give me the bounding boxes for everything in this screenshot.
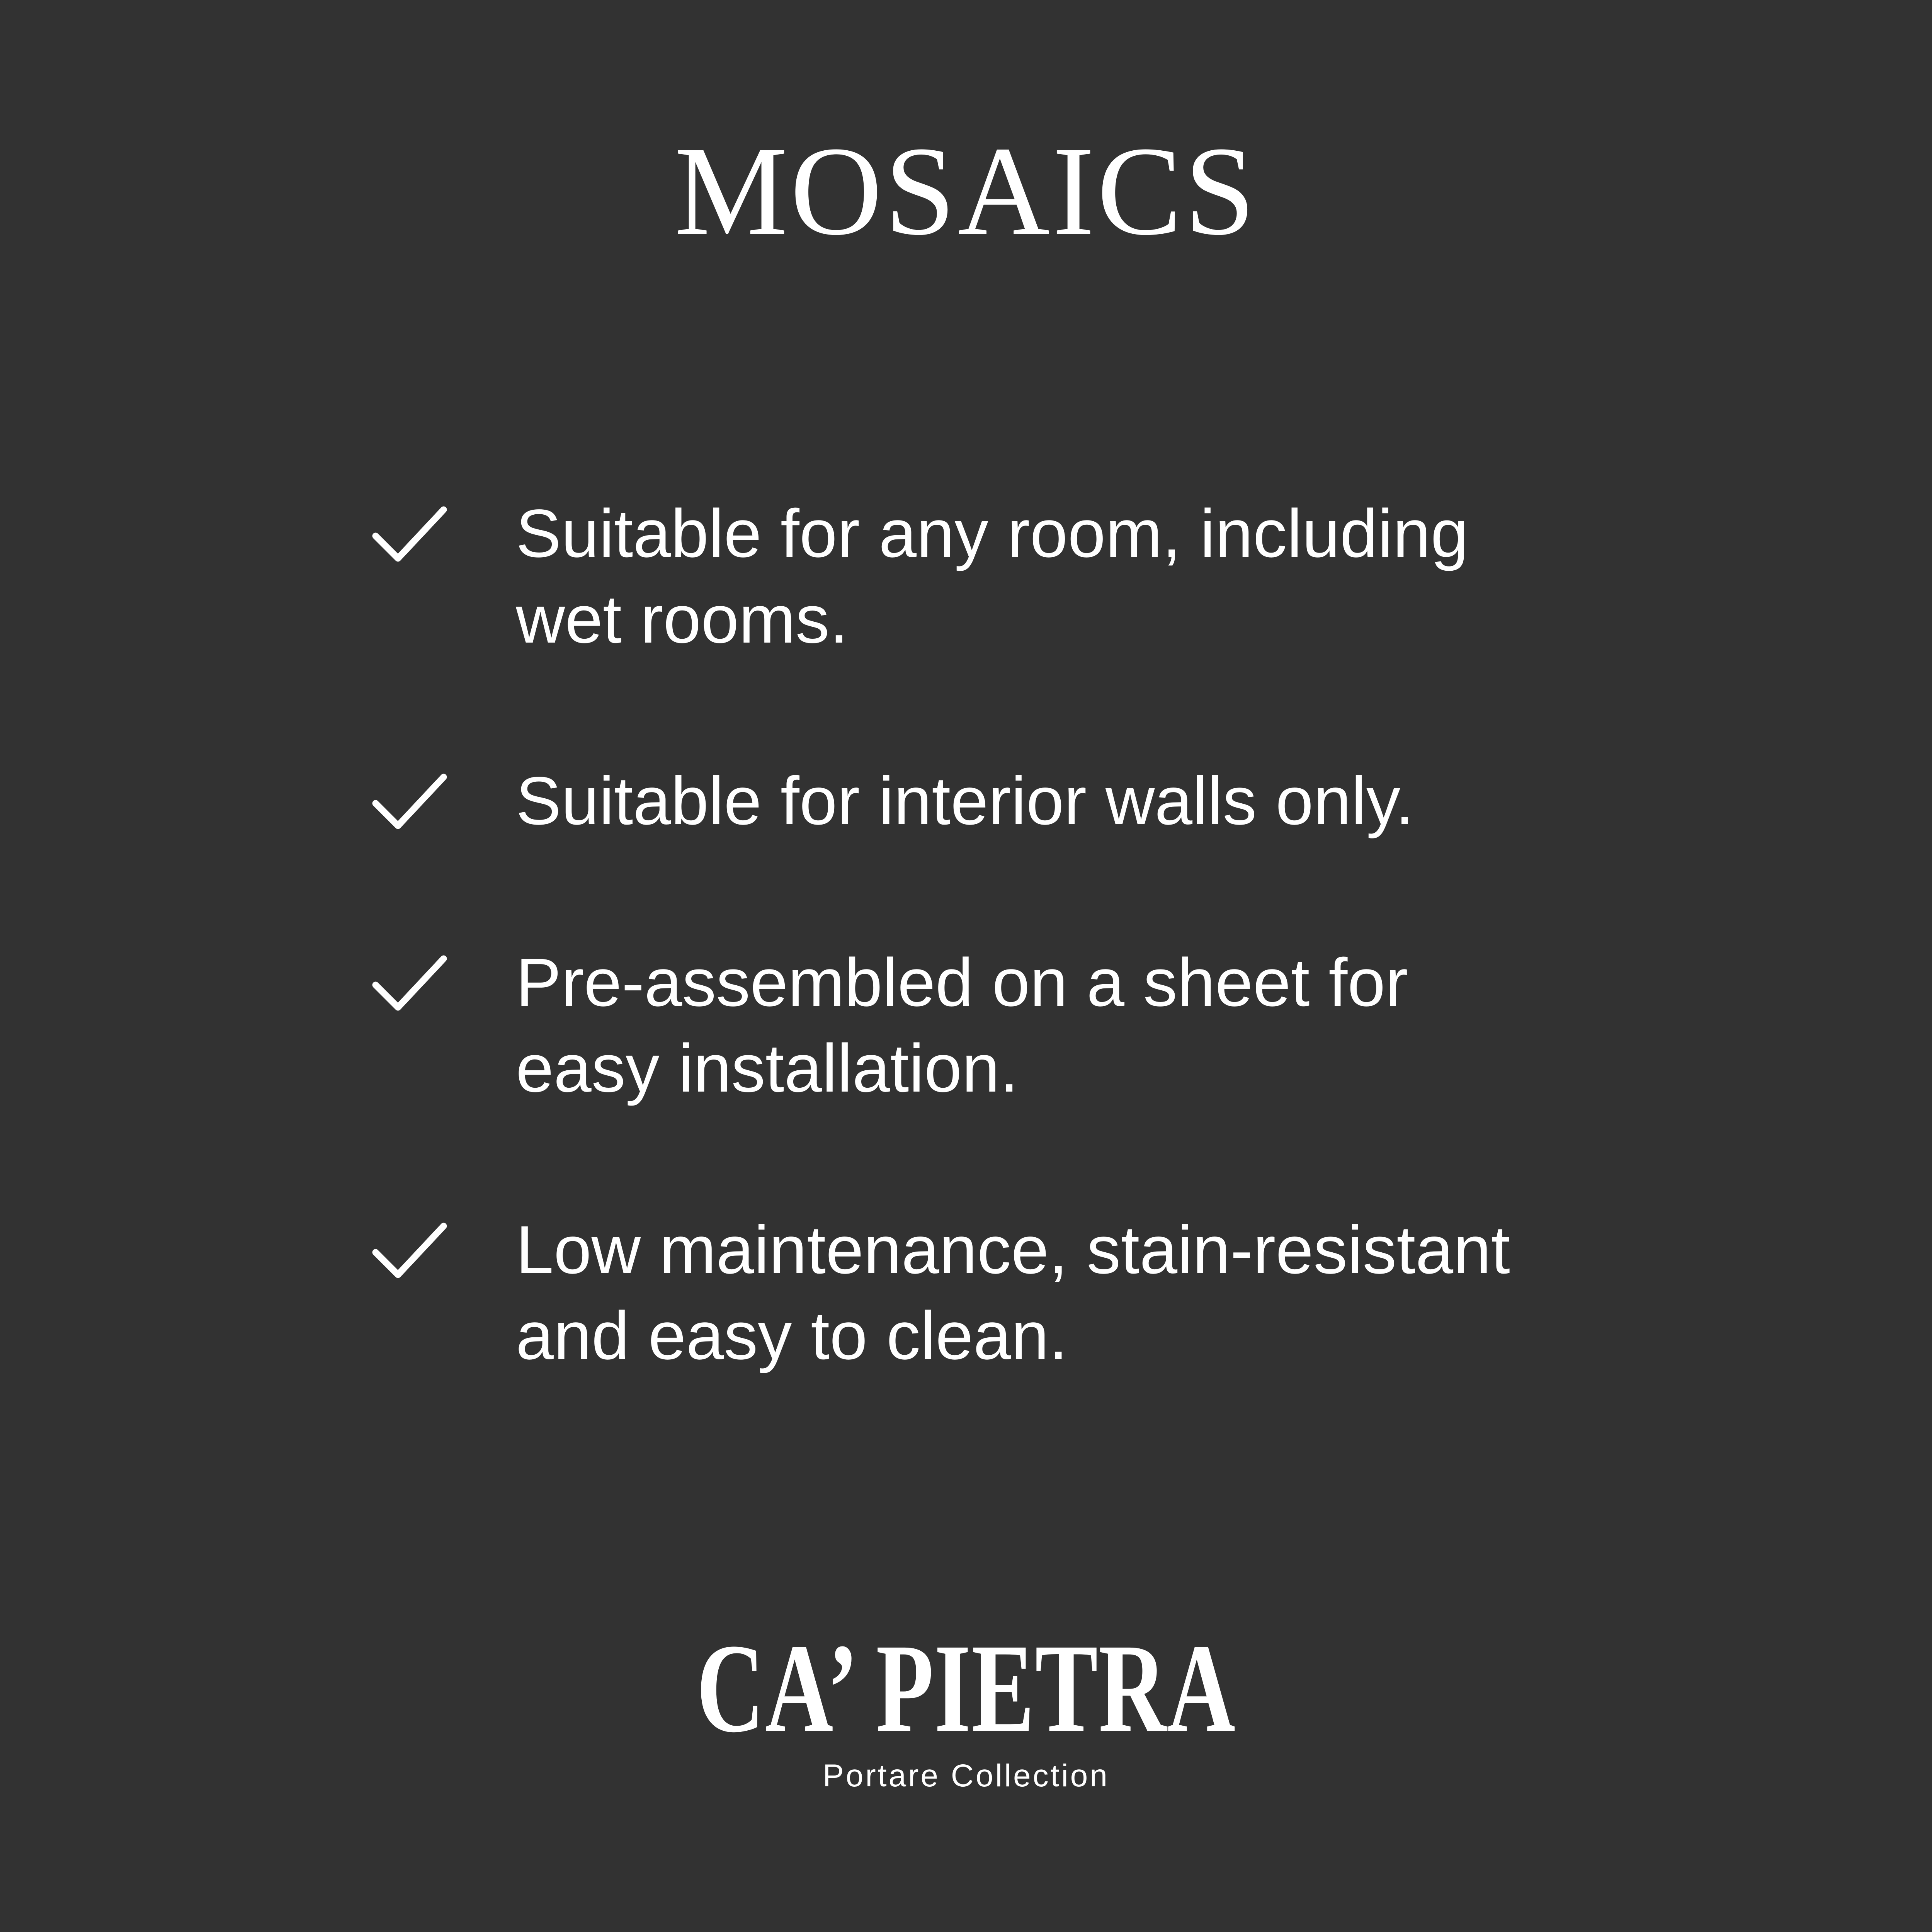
feature-text-line: Low maintenance, stain-resistant — [516, 1212, 1510, 1288]
feature-item — [371, 491, 1685, 662]
feature-item — [371, 1207, 1685, 1379]
feature-list — [371, 491, 1685, 1379]
feature-text-line: Pre-assembled on a sheet for — [516, 945, 1408, 1020]
feature-text-line: Suitable for any room, including — [516, 496, 1469, 571]
check-icon — [371, 504, 448, 564]
check-icon — [371, 772, 448, 832]
feature-text-line: easy installation. — [516, 1031, 1019, 1106]
feature-text-line: and easy to clean. — [516, 1298, 1068, 1374]
page-title: MOSAICS — [674, 121, 1258, 262]
brand-logo — [0, 1618, 1932, 1759]
brand-name: CA’ PIETRA — [696, 1618, 1236, 1759]
feature-text-line: Suitable for interior walls only. — [516, 763, 1414, 839]
feature-text-line: wet rooms. — [516, 582, 849, 657]
feature-item — [371, 940, 1685, 1111]
feature-item — [371, 758, 1685, 844]
collection-name: Portare Collection — [823, 1758, 1109, 1793]
check-icon — [371, 953, 448, 1013]
check-icon — [371, 1221, 448, 1281]
